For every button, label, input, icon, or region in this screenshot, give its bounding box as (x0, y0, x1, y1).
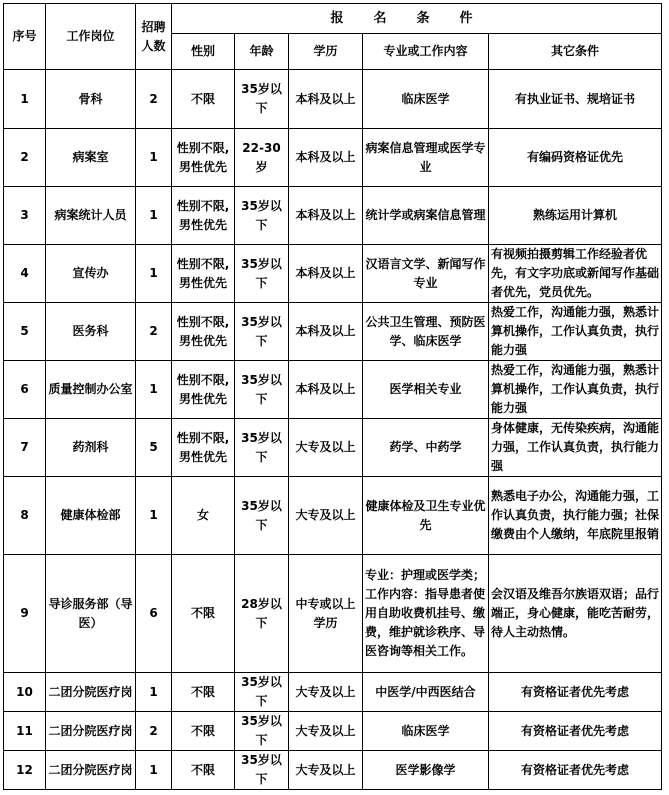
cell-other: 有资格证者优先考虑 (489, 751, 662, 790)
cell-seq: 1 (4, 70, 46, 129)
cell-education: 本科及以上 (289, 129, 363, 187)
header-major: 专业或工作内容 (363, 34, 489, 70)
cell-major: 临床医学 (363, 712, 489, 751)
cell-position: 医务科 (46, 303, 136, 361)
cell-seq: 6 (4, 361, 46, 419)
cell-count: 1 (136, 129, 172, 187)
cell-position: 导诊服务部（导医） (46, 555, 136, 673)
cell-seq: 8 (4, 477, 46, 555)
cell-count: 1 (136, 751, 172, 790)
cell-major: 统计学或病案信息管理 (363, 187, 489, 245)
cell-education: 本科及以上 (289, 187, 363, 245)
cell-gender: 性别不限,男性优先 (172, 303, 235, 361)
table-row (4, 129, 662, 187)
cell-count: 6 (136, 555, 172, 673)
cell-count: 1 (136, 245, 172, 303)
cell-age: 35岁以下 (235, 751, 289, 790)
table-row (4, 361, 662, 419)
cell-other: 热爱工作，沟通能力强，熟悉计算机操作，工作认真负责，执行能力强 (489, 303, 662, 361)
cell-gender: 性别不限,男性优先 (172, 361, 235, 419)
table-row (4, 477, 662, 555)
cell-count: 1 (136, 361, 172, 419)
cell-other: 身体健康，无传染疾病，沟通能力强，工作认真负责，执行能力强 (489, 419, 662, 477)
cell-age: 35岁以下 (235, 303, 289, 361)
cell-gender: 不限 (172, 555, 235, 673)
cell-gender: 女 (172, 477, 235, 555)
cell-seq: 2 (4, 129, 46, 187)
cell-seq: 5 (4, 303, 46, 361)
table-body (4, 70, 662, 790)
cell-position: 病案统计人员 (46, 187, 136, 245)
cell-age: 22-30岁 (235, 129, 289, 187)
cell-education: 本科及以上 (289, 361, 363, 419)
cell-other: 有执业证书、规培证书 (489, 70, 662, 129)
table-row (4, 555, 662, 673)
cell-gender: 性别不限,男性优先 (172, 419, 235, 477)
cell-other: 热爱工作，沟通能力强，熟悉计算机操作，工作认真负责，执行能力强 (489, 361, 662, 419)
cell-age: 35岁以下 (235, 187, 289, 245)
cell-major: 公共卫生管理、预防医学、临床医学 (363, 303, 489, 361)
cell-seq: 10 (4, 673, 46, 712)
header-count: 招聘人数 (136, 4, 172, 70)
cell-count: 1 (136, 187, 172, 245)
cell-other: 有资格证者优先考虑 (489, 712, 662, 751)
cell-education: 本科及以上 (289, 245, 363, 303)
cell-position: 质量控制办公室 (46, 361, 136, 419)
cell-major: 医学相关专业 (363, 361, 489, 419)
cell-position: 二团分院医疗岗 (46, 673, 136, 712)
cell-major: 医学影像学 (363, 751, 489, 790)
cell-education: 大专及以上 (289, 477, 363, 555)
table-row (4, 751, 662, 790)
cell-education: 大专及以上 (289, 419, 363, 477)
cell-count: 5 (136, 419, 172, 477)
recruitment-table (3, 3, 662, 790)
cell-position: 宣传办 (46, 245, 136, 303)
cell-major: 药学、中药学 (363, 419, 489, 477)
header-seq: 序号 (4, 4, 46, 70)
cell-gender: 性别不限,男性优先 (172, 129, 235, 187)
cell-other: 有视频拍摄剪辑工作经验者优先，有文字功底或新闻写作基础者优先，党员优先。 (489, 245, 662, 303)
header-position: 工作岗位 (46, 4, 136, 70)
cell-seq: 12 (4, 751, 46, 790)
cell-gender: 性别不限,男性优先 (172, 187, 235, 245)
cell-count: 1 (136, 673, 172, 712)
cell-count: 2 (136, 70, 172, 129)
cell-education: 大专及以上 (289, 712, 363, 751)
header-requirements: 报名条件 (172, 4, 662, 34)
cell-position: 二团分院医疗岗 (46, 712, 136, 751)
cell-seq: 9 (4, 555, 46, 673)
cell-age: 35岁以下 (235, 673, 289, 712)
cell-position: 二团分院医疗岗 (46, 751, 136, 790)
cell-gender: 不限 (172, 751, 235, 790)
cell-age: 35岁以下 (235, 361, 289, 419)
table-row (4, 673, 662, 712)
header-other: 其它条件 (489, 34, 662, 70)
header-gender: 性别 (172, 34, 235, 70)
cell-count: 2 (136, 303, 172, 361)
cell-age: 28岁以下 (235, 555, 289, 673)
table-row (4, 187, 662, 245)
cell-other: 有编码资格证优先 (489, 129, 662, 187)
cell-seq: 7 (4, 419, 46, 477)
table-row (4, 712, 662, 751)
header-education: 学历 (289, 34, 363, 70)
header-age: 年龄 (235, 34, 289, 70)
cell-seq: 3 (4, 187, 46, 245)
cell-education: 大专及以上 (289, 751, 363, 790)
cell-seq: 11 (4, 712, 46, 751)
table-row (4, 303, 662, 361)
cell-position: 病案室 (46, 129, 136, 187)
cell-age: 35岁以下 (235, 419, 289, 477)
cell-major: 临床医学 (363, 70, 489, 129)
table-row (4, 245, 662, 303)
cell-age: 35岁以下 (235, 477, 289, 555)
cell-age: 35岁以下 (235, 70, 289, 129)
cell-age: 35岁以下 (235, 712, 289, 751)
cell-education: 本科及以上 (289, 70, 363, 129)
cell-major: 中医学/中西医结合 (363, 673, 489, 712)
cell-other: 熟练运用计算机 (489, 187, 662, 245)
cell-gender: 性别不限,男性优先 (172, 245, 235, 303)
cell-position: 药剂科 (46, 419, 136, 477)
table-row (4, 70, 662, 129)
cell-gender: 不限 (172, 70, 235, 129)
cell-major: 病案信息管理或医学专业 (363, 129, 489, 187)
cell-gender: 不限 (172, 712, 235, 751)
cell-other: 有资格证者优先考虑 (489, 673, 662, 712)
cell-gender: 不限 (172, 673, 235, 712)
cell-major: 汉语言文学、新闻写作专业 (363, 245, 489, 303)
cell-education: 大专及以上 (289, 673, 363, 712)
table-row (4, 419, 662, 477)
cell-count: 2 (136, 712, 172, 751)
cell-major: 专业：护理或医学类；工作内容：指导患者使用自助收费机挂号、缴费，维护就诊秩序、导医咨询等相关工作。 (363, 555, 489, 673)
cell-major: 健康体检及卫生专业优先 (363, 477, 489, 555)
cell-education: 本科及以上 (289, 303, 363, 361)
cell-education: 中专或以上学历 (289, 555, 363, 673)
cell-position: 健康体检部 (46, 477, 136, 555)
cell-position: 骨科 (46, 70, 136, 129)
cell-age: 35岁以下 (235, 245, 289, 303)
cell-count: 1 (136, 477, 172, 555)
cell-seq: 4 (4, 245, 46, 303)
cell-other: 熟悉电子办公，沟通能力强，工作认真负责，执行能力强；社保缴费由个人缴纳，年底院里报销 (489, 477, 662, 555)
cell-other: 会汉语及维吾尔族语双语；品行端正，身心健康，能吃苦耐劳，待人主动热情。 (489, 555, 662, 673)
